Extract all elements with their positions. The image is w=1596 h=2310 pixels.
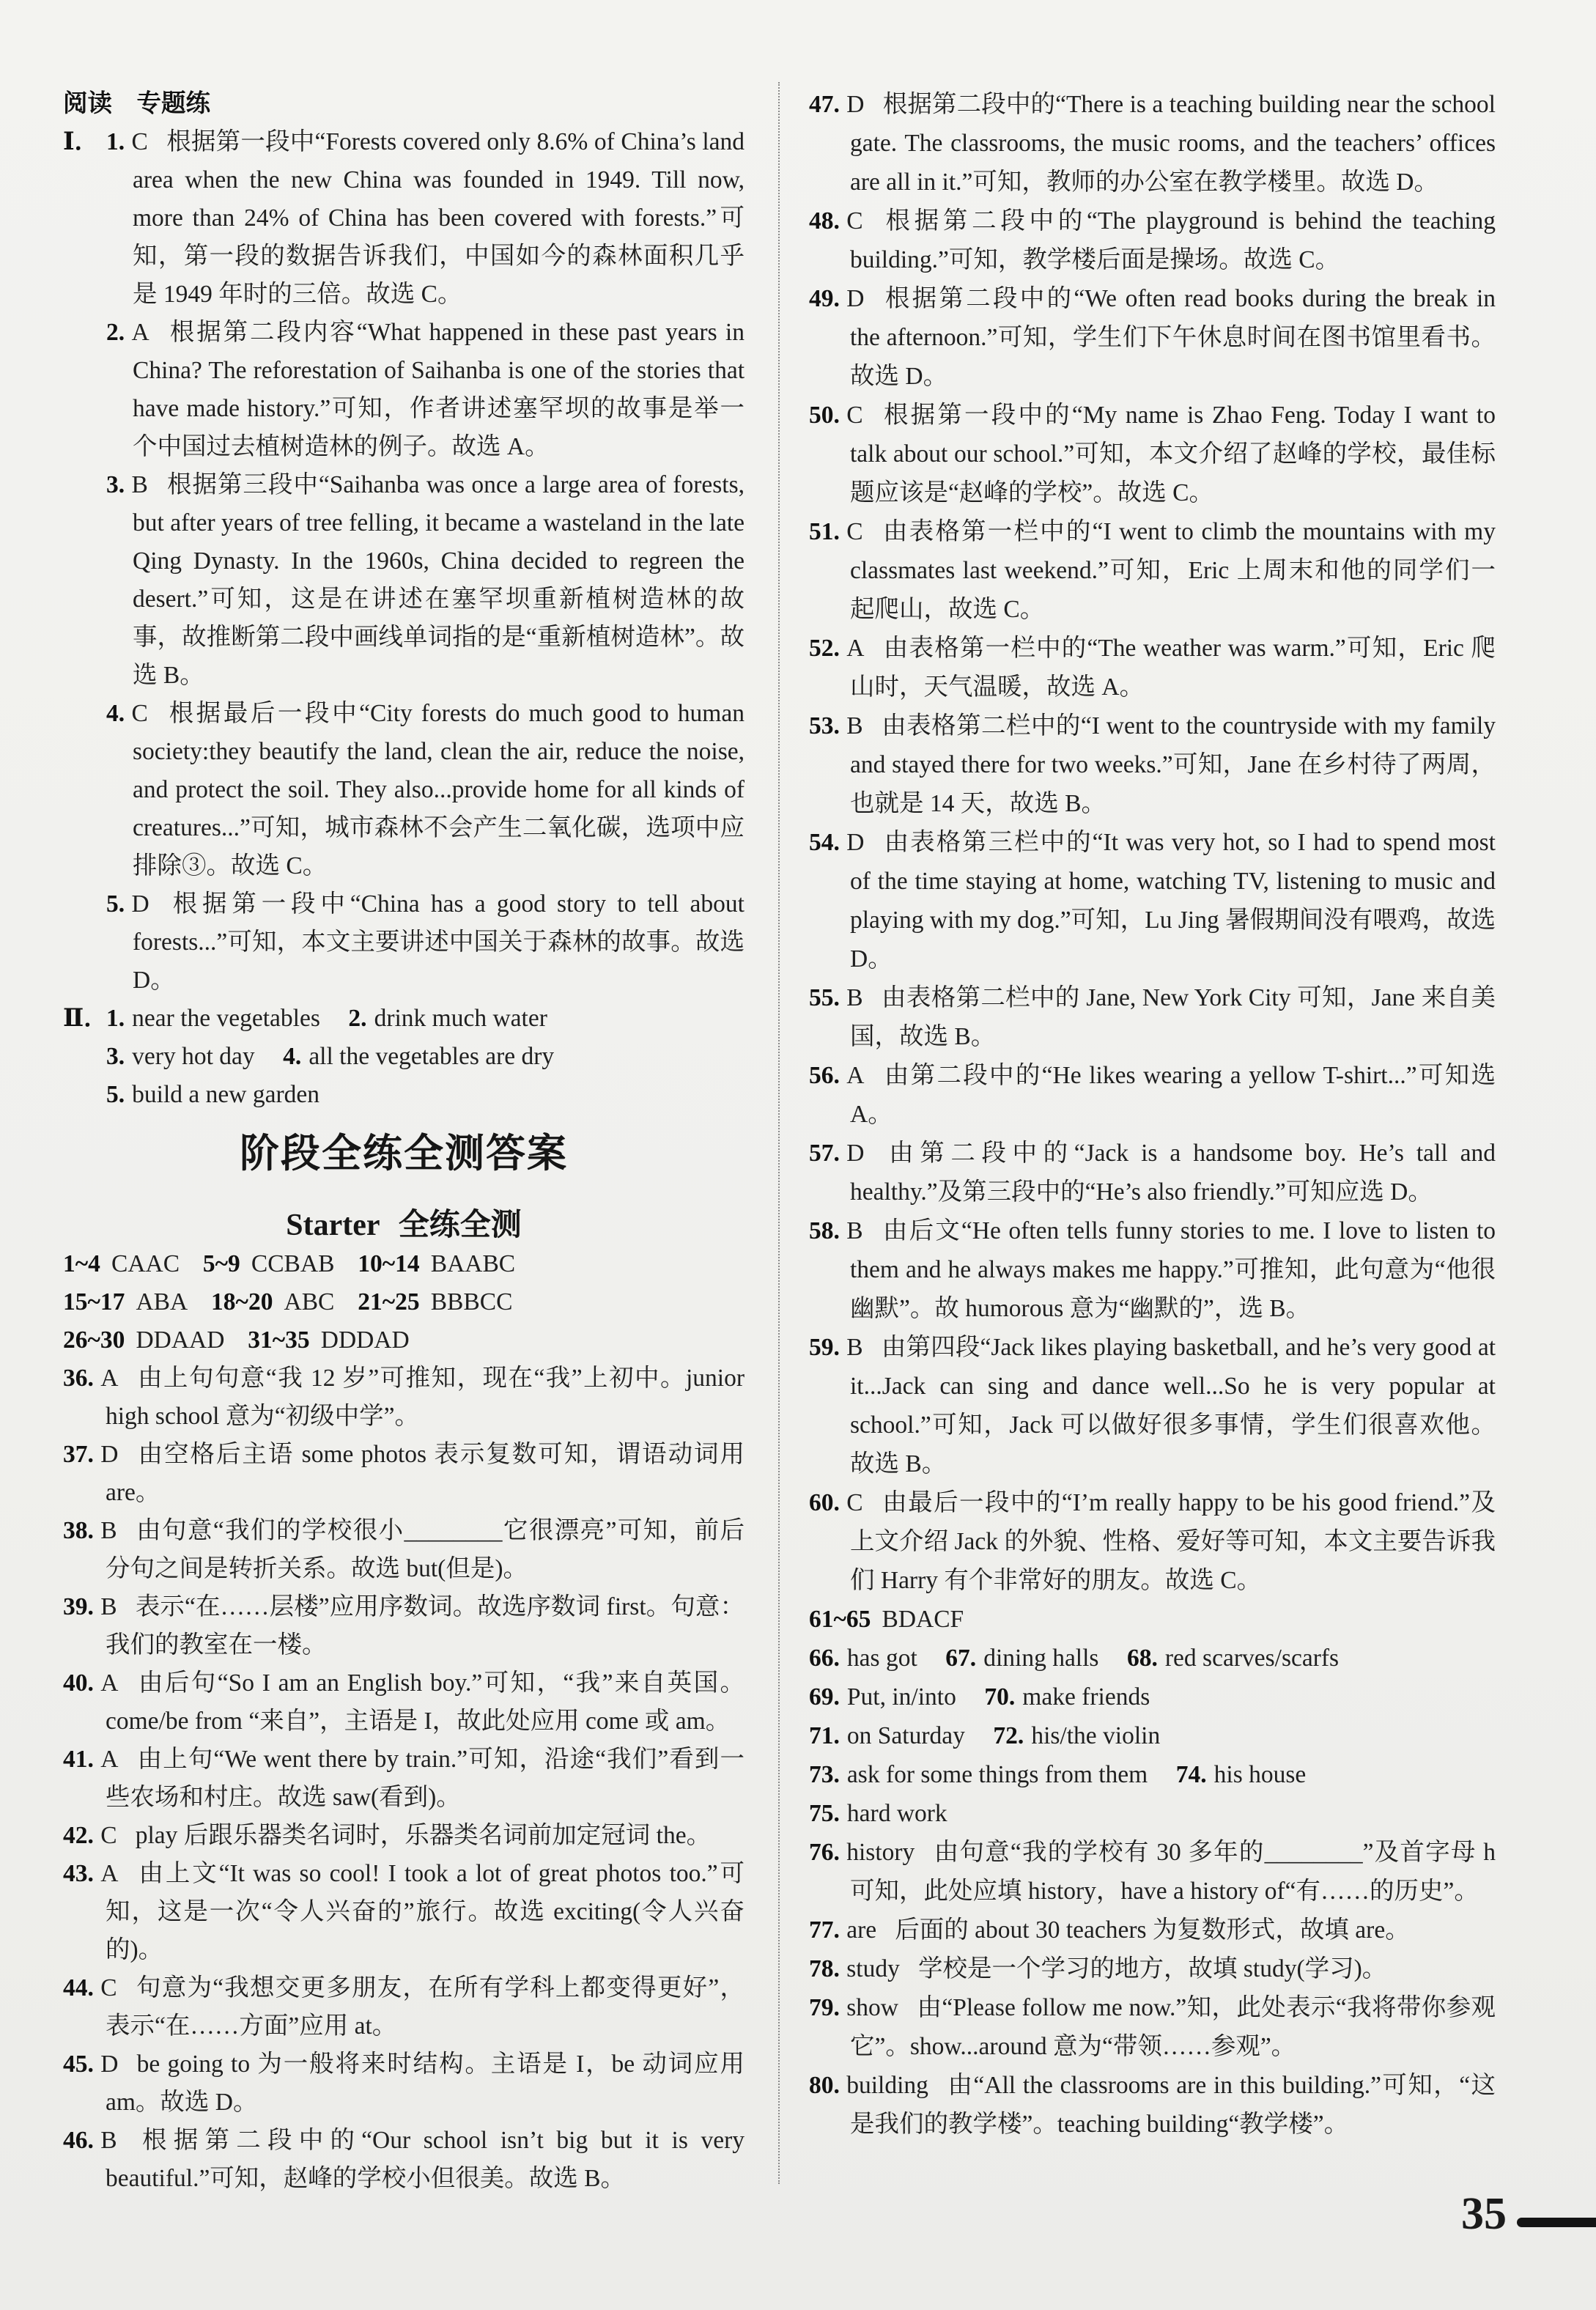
answer-key: study [846,1955,900,1982]
question-number: 79. [809,1994,840,2021]
answer-explanation [63,2045,745,2122]
explanation-text: 由表格第二栏中的“I went to the countryside with my family and stayed there for two weeks.”可知，Jane 在乡村待了两周，也就是 14 天，故选 B。 [850,712,1496,817]
question-number: 45. [63,2051,94,2078]
answer-explanation [809,629,1496,706]
answer-explanation [63,1969,745,2045]
question-number: 37. [63,1441,94,1468]
question-number: 49. [809,285,840,312]
answer-entry [1176,1761,1307,1788]
right-column [809,85,1496,2144]
column-divider [778,82,780,2184]
question-number: 59. [809,1334,840,1361]
answer-text: on Saturday [846,1722,965,1749]
answer-entry [809,1606,964,1633]
answer-row [809,1794,1496,1833]
answer-key: D [846,91,865,118]
answer-key: C [100,1822,117,1849]
explanation-text: 由句意“我们的学校很小________它很漂亮”可知，前后分句之间是转折关系。故选 but(但是)。 [106,1517,745,1582]
answer-key: C [100,1974,117,2001]
answer-entry [1127,1645,1339,1672]
answer-key: B [131,471,148,498]
explanation-text: 由上文“It was so cool! I took a lot of great photos too.”可知，这是一次“令人兴奋的”旅行。故选 exciting(令人兴奋的)。 [106,1860,745,1963]
answer-explanation [63,1436,745,1512]
answer-explanation [63,1512,745,1588]
explanation-text: 由表格第三栏中的“It was very hot, so I had to spend most of the time staying at home, watching TV, listening to music and playing with my dog.”可知，Lu Jing 暑假期间没有喂鸡，故选 D。 [850,829,1496,973]
explanation-text: 根据第一段中“China has a good story to tell about forests...”可知，本文主要讲述中国关于森林的故事。故选 D。 [133,890,745,994]
multiple-choice-answers-right [809,1600,1496,1639]
question-number: 58. [809,1217,840,1244]
answer-explanation [106,885,745,1000]
answer-key: A [100,1669,119,1697]
question-number: 44. [63,1974,94,2001]
question-range: 18~20 [211,1288,273,1315]
subtitle-english: Starter [286,1208,380,1242]
answer-explanation [809,85,1496,202]
answer-row [106,1038,745,1076]
explanation-text: 由句意“我的学校有 30 多年的________”及首字母 h 可知，此处应填 history，have a history of“有……的历史”。 [850,1839,1496,1905]
subtitle-chinese: 全练全测 [398,1206,522,1242]
answer-letters: BBBCC [430,1288,513,1315]
explanation-text: 根据第二段中的“There is a teaching building near the school gate. The classrooms, the music rooms, and the teachers’ offices are all in it.”可知，教师的办公室在教学楼里。故选 D。 [850,91,1496,196]
explanation-text: 由第二段中的“Jack is a handsome boy. He’s tall and healthy.”及第三段中的“He’s also friendly.”可知应选 D。 [850,1140,1496,1206]
answer-explanation [809,1134,1496,1211]
question-range: 15~17 [63,1288,125,1315]
question-number: 50. [809,402,840,429]
part-label: Ⅰ． [63,128,100,155]
answer-explanation [809,1056,1496,1134]
question-range: 26~30 [63,1326,125,1354]
answer-key: C [846,1489,863,1516]
answer-row [106,1000,745,1038]
explanation-text: be going to 为一般将来时结构。主语是 I，be 动词应用 am。故选 D。 [106,2051,745,2116]
answer-explanation [106,695,745,885]
answer-key: building [846,2072,928,2099]
answer-explanation [809,1328,1496,1483]
explanation-text: 由第二段中的“He likes wearing a yellow T-shirt...”可知选 A。 [850,1062,1496,1128]
question-number: 73. [809,1761,840,1788]
section-header: 阅读 专题练 [63,90,210,117]
question-number: 57. [809,1140,840,1167]
answer-key: A [846,635,865,662]
answer-explanation [106,314,745,466]
question-number: 56. [809,1062,840,1089]
question-number: 76. [809,1839,840,1866]
question-number: 5. [106,1081,125,1108]
question-number: 1. [106,1005,125,1032]
answer-explanation [63,1359,745,1436]
answer-explanation [809,706,1496,823]
answer-key: A [846,1062,865,1089]
answer-row [809,1678,1496,1716]
explanation-text: 由后句“So I am an English boy.”可知，“我”来自英国。come/be from “来自”，主语是 I，故此处应用 come 或 am。 [106,1669,745,1735]
answer-key: history [846,1839,915,1866]
answer-row [63,1321,745,1359]
answer-text: his house [1213,1761,1307,1788]
question-number: 3. [106,1043,125,1070]
answer-explanation [809,1911,1496,1949]
answer-entry [248,1326,409,1354]
answer-key: A [100,1365,119,1392]
answer-text: hard work [846,1800,947,1827]
answer-entry [809,1645,917,1672]
answer-entry [63,1250,180,1277]
explanation-text: 句意为“我想交更多朋友，在所有学科上都变得更好”，表示“在……方面”应用 at。 [106,1974,745,2040]
answer-explanation [809,823,1496,978]
answer-explanation [63,1741,745,1817]
answer-key: D [846,285,865,312]
question-number: 55. [809,984,840,1011]
question-range: 10~14 [358,1250,420,1277]
answer-row [809,1716,1496,1755]
answer-entry [984,1683,1150,1711]
answer-text: all the vegetables are dry [309,1043,555,1070]
question-number: 54. [809,829,840,856]
answer-row [809,1600,1496,1639]
question-number: 53. [809,712,840,739]
answer-entry [358,1288,512,1315]
answer-explanation [809,396,1496,512]
answer-key: C [131,700,148,727]
answer-text: has got [846,1645,917,1672]
answer-text: very hot day [132,1043,255,1070]
answer-row [63,1245,745,1283]
question-number: 5. [106,890,125,918]
answer-text: near the vegetables [132,1005,320,1032]
explanation-text: 由后文“He often tells funny stories to me. I love to listen to them and he always makes me happy.”可推知，此句意为“他很幽默”。故 humorous 意为“幽默的”，选 B。 [850,1217,1496,1322]
answer-row [106,1076,745,1114]
answer-key: C [846,402,863,429]
explanation-text: 根据第二段中的“Our school isn’t big but it is very beautiful.”可知，赵峰的学校小但很美。故选 B。 [106,2127,745,2192]
answer-key: B [846,1334,863,1361]
answer-explanation [63,1855,745,1969]
answer-text: drink much water [374,1005,547,1032]
answer-entry [106,1081,319,1108]
answer-text: dining halls [983,1645,1099,1672]
explanation-text: 由上句句意“我 12 岁”可推知，现在“我”上初中。junior high school 意为“初级中学”。 [106,1365,745,1430]
answer-explanation [809,279,1496,396]
answer-explanation [809,2066,1496,2144]
answer-letters: DDDAD [320,1326,410,1354]
explanation-text: 根据第一段中“Forests covered only 8.6% of China’s land area when the new China was founded in 1949. Till now, more than 24% of China has been covered with forests.”可知，第一段的数据告诉我们，中国如今的森林面积几乎是 1949 年时的三倍。故选 C。 [133,128,745,308]
answer-row [809,1639,1496,1678]
question-number: 43. [63,1860,94,1887]
explanation-text: 根据第二段中的“The playground is behind the teaching building.”可知，教学楼后面是操场。故选 C。 [850,207,1496,273]
explanation-text: 根据最后一段中“City forests do much good to human society:they beautify the land, clean the air, reduce the noise, and protect the soil. They also...provide home for all kinds of creatures...”可知，城市森林不会产生二氧化碳，选项中应排除③。故选 C。 [133,700,745,879]
answer-explanation [809,1949,1496,1988]
question-number: 36. [63,1365,94,1392]
answer-key: B [846,712,863,739]
multiple-choice-answers [63,1245,745,1359]
question-number: 74. [1175,1761,1207,1788]
answer-letters: CAAC [111,1250,180,1277]
question-number: 1. [106,128,125,155]
answer-explanation [63,2122,745,2198]
question-number: 38. [63,1517,94,1544]
question-number: 77. [809,1916,840,1944]
question-number: 70. [984,1683,1016,1711]
answer-key: B [846,984,863,1011]
explained-answers-left [63,1359,745,2198]
question-number: 42. [63,1822,94,1849]
question-number: 47. [809,91,840,118]
page-number: 35 [1461,2189,1507,2239]
explanation-text: 由表格第一栏中的“I went to climb the mountains with my classmates last weekend.”可知，Eric 上周末和他的同学们一起爬山，故选 C。 [850,518,1496,623]
answer-letters: ABA [136,1288,188,1315]
answer-entry [358,1250,515,1277]
answer-explanation [809,978,1496,1056]
answer-key: C [846,207,863,235]
explanation-text: 表示“在……层楼”应用序数词。故选序数词 first。句意：我们的教室在一楼。 [106,1593,745,1658]
answer-entry [203,1250,335,1277]
answer-key: B [100,1593,117,1620]
answer-entry [945,1645,1098,1672]
reading-part-2-rows [106,1000,745,1114]
explanation-text: 根据第一段中的“My name is Zhao Feng. Today I want to talk about our school.”可知，本文介绍了赵峰的学校，最佳标题应该是“赵峰的学校”。故选 C。 [850,402,1496,506]
answer-explanation [809,1483,1496,1600]
explanation-text: 由最后一段中的“I’m really happy to be his good friend.”及上文介绍 Jack 的外貌、性格、爱好等可知，本文主要告诉我们 Harry 有个非常好的朋友。故选 C。 [850,1489,1496,1594]
question-number: 80. [809,2072,840,2099]
answer-key: D [131,890,149,918]
explanation-text: 后面的 about 30 teachers 为复数形式，故填 are。 [895,1916,1410,1944]
question-number: 60. [809,1489,840,1516]
answer-key: A [131,319,149,346]
question-number: 78. [809,1955,840,1982]
answer-row [809,1755,1496,1794]
explanation-text: 根据第二段内容“What happened in these past years in China? The reforestation of Saihanba is one of the stories that have made history.”可知，作者讲述塞罕坝的故事是举一个中国过去植树造林的例子。故选 A。 [133,319,745,460]
explained-answers-right [809,85,1496,1600]
answer-letters: DDAAD [136,1326,225,1354]
left-column [63,85,745,2198]
question-number: 4. [283,1043,302,1070]
answer-explanation [63,1817,745,1855]
question-number: 41. [63,1746,94,1773]
answer-entry [63,1288,188,1315]
answer-key: C [846,518,863,545]
question-number: 75. [809,1800,840,1827]
question-number: 40. [63,1669,94,1697]
question-number: 2. [106,319,125,346]
explanation-text: 由上句“We went there by train.”可知，沿途“我们”看到一些农场和村庄。故选 saw(看到)。 [106,1746,745,1811]
explanation-text: 由表格第一栏中的“The weather was warm.”可知，Eric 爬山时，天气温暖，故选 A。 [850,635,1496,701]
answer-entry [283,1043,554,1070]
answer-key: B [846,1217,863,1244]
answer-key: C [131,128,148,155]
question-number: 2. [348,1005,367,1032]
answer-text: make friends [1022,1683,1150,1711]
answer-key: B [100,1517,117,1544]
answer-explanation [809,1833,1496,1911]
answer-entry [809,1683,956,1711]
answer-text: his/the violin [1031,1722,1161,1749]
answer-key: D [100,1441,119,1468]
answer-explanation [809,1211,1496,1328]
question-number: 69. [809,1683,840,1711]
page-title: 阶段全练全测答案 [240,1130,568,1176]
question-number: 3. [106,471,125,498]
answer-entry [211,1288,334,1315]
answer-letters: BDACF [882,1606,964,1633]
fill-in-answers [809,1639,1496,1833]
fill-in-explained-answers [809,1833,1496,2144]
reading-part-1-items [106,123,745,1000]
answer-key: show [846,1994,898,2021]
explanation-text: 由表格第二栏中的 Jane, New York City 可知，Jane 来自美国，故选 B。 [850,984,1496,1050]
explanation-text: 根据第二段中的“We often read books during the break in the afternoon.”可知，学生们下午休息时间在图书馆里看书。故选 D。 [850,285,1496,390]
answer-entry [106,1043,255,1070]
explanation-text: 由“All the classrooms are in this building.”可知，“这是我们的教学楼”。teaching building“教学楼”。 [850,2072,1496,2138]
question-range: 5~9 [202,1250,240,1277]
question-range: 1~4 [63,1250,100,1277]
answer-letters: BAABC [430,1250,516,1277]
question-number: 4. [106,700,125,727]
unit-subtitle [63,1205,745,1245]
question-number: 67. [945,1645,977,1672]
answer-explanation [809,1988,1496,2066]
answer-key: A [100,1746,119,1773]
question-number: 46. [63,2127,94,2154]
answer-entry [809,1722,965,1749]
answer-entry [809,1800,947,1827]
answer-explanation [809,512,1496,629]
answer-key: D [846,829,865,856]
answer-entry [106,1005,320,1032]
part-label: Ⅱ． [63,1005,108,1032]
explanation-text: 由空格后主语 some photos 表示复数可知，谓语动词用 are。 [106,1441,745,1506]
answer-text: build a new garden [132,1081,319,1108]
question-number: 71. [809,1722,840,1749]
reading-part-2 [63,1000,745,1114]
question-number: 39. [63,1593,94,1620]
answer-text: Put, in/into [846,1683,956,1711]
explanation-text: 根据第三段中“Saihanba was once a large area of forests, but after years of tree felling, it became a wasteland in the late Qing Dynasty. In the 1960s, China decided to regreen the desert.”可知，这是在讲述在塞罕坝重新植树造林的故事，故推断第二段中画线单词指的是“重新植树造林”。故选 B。 [133,471,745,689]
answer-key: D [100,2051,119,2078]
answer-explanation [106,466,745,695]
explanation-text: play 后跟乐器类名词时，乐器类名词前加定冠词 the。 [135,1822,712,1849]
answer-text: ask for some things from them [846,1761,1148,1788]
answer-key: are [846,1916,877,1944]
answer-explanation [106,123,745,314]
question-number: 51. [809,518,840,545]
question-range: 61~65 [809,1606,871,1633]
question-range: 21~25 [358,1288,420,1315]
question-number: 68. [1126,1645,1158,1672]
explanation-text: 由“Please follow me now.”知，此处表示“我将带你参观它”。show...around 意为“带领……参观”。 [850,1994,1496,2060]
reading-part-1 [63,123,745,1000]
answer-key: A [100,1860,119,1887]
explanation-text: 学校是一个学习的地方，故填 study(学习)。 [917,1955,1387,1982]
answer-explanation [809,202,1496,279]
answer-key: B [100,2127,117,2154]
answer-row [63,1283,745,1321]
page-number-bar [1517,2218,1596,2227]
answer-entry [993,1722,1160,1749]
explanation-text: 由第四段“Jack likes playing basketball, and he’s very good at it...Jack can sing and dance well...So he is very popular at school.”可知，Jack 可以做好很多事情，学生们很喜欢他。故选 B。 [850,1334,1496,1477]
answer-text: red scarves/scarfs [1164,1645,1340,1672]
question-number: 48. [809,207,840,235]
question-number: 52. [809,635,840,662]
answer-key: D [846,1140,865,1167]
answer-explanation [63,1664,745,1741]
answer-entry [809,1761,1148,1788]
answer-letters: ABC [284,1288,335,1315]
answer-explanation [63,1588,745,1664]
answer-letters: CCBAB [251,1250,335,1277]
question-number: 72. [993,1722,1024,1749]
question-range: 31~35 [248,1326,310,1354]
answer-entry [348,1005,547,1032]
question-number: 66. [809,1645,840,1672]
answer-entry [63,1326,224,1354]
